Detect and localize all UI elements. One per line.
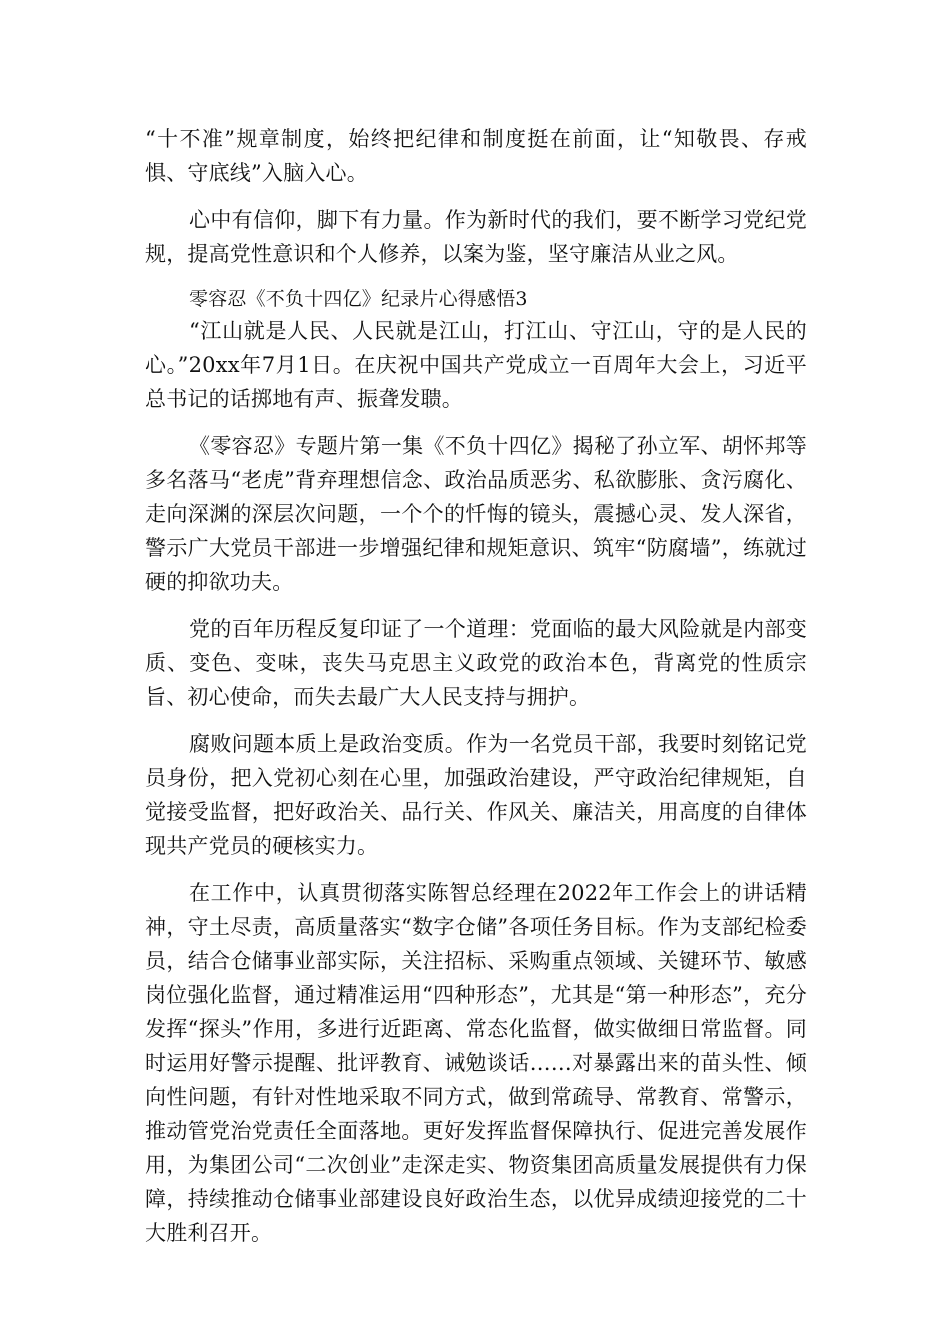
paragraph-history: 党的百年历程反复印证了一个道理：党面临的最大风险就是内部变质、变色、变味，丧失马克思主义政党的政治本色，背离党的性质宗旨、初心使命，而失去最广大人民支持与拥护。 [145, 617, 807, 709]
section-heading: 零容忍《不负十四亿》纪录片心得感悟3 [189, 288, 528, 310]
paragraph-quote: “江山就是人民、人民就是江山，打江山、守江山，守的是人民的心。”20xx年7月1日。在庆祝中国共产党成立一百周年大会上，习近平总书记的话掷地有声、振聋发聩。 [145, 319, 807, 411]
document-body [145, 122, 807, 1250]
paragraph-corruption: 腐败问题本质上是政治变质。作为一名党员干部，我要时刻铭记党员身份，把入党初心刻在心里，加强政治建设，严守政治纪律规矩，自觉接受监督，把好政治关、品行关、作风关、廉洁关，用高度的自律体现共产党员的硬核实力。 [145, 732, 807, 858]
paragraph-documentary: 《零容忍》专题片第一集《不负十四亿》揭秘了孙立军、胡怀邦等多名落马“老虎”背弃理想信念、政治品质恶劣、私欲膨胀、贪污腐化、走向深渊的深层次问题，一个个的忏悔的镜头，震撼心灵、发人深省，警示广大党员干部进一步增强纪律和规矩意识、筑牢“防腐墙”，练就过硬的抑欲功夫。 [145, 434, 807, 594]
paragraph-work: 在工作中，认真贯彻落实陈智总经理在2022年工作会上的讲话精神，守土尽责，高质量落实“数字仓储”各项任务目标。作为支部纪检委员，结合仓储事业部实际，关注招标、采购重点领域、关键环节、敏感岗位强化监督，通过精准运用“四种形态”，尤其是“第一种形态”，充分发挥“探头”作用，多进行近距离、常态化监督，做实做细日常监督。同时运用好警示提醒、批评教育、诫勉谈话……对暴露出来的苗头性、倾向性问题，有针对性地采取不同方式，做到常疏导、常教育、常警示，推动管党治党责任全面落地。更好发挥监督保障执行、促进完善发展作用，为集团公司“二次创业”走深走实、物资集团高质量发展提供有力保障，持续推动仓储事业部建设良好政治生态，以优异成绩迎接党的二十大胜利召开。 [145, 881, 807, 1245]
paragraph-belief: 心中有信仰，脚下有力量。作为新时代的我们，要不断学习党纪党规，提高党性意识和个人修养，以案为鉴，坚守廉洁从业之风。 [145, 208, 807, 266]
paragraph-continuation: “十不准”规章制度，始终把纪律和制度挺在前面，让“知敬畏、存戒惧、守底线”入脑入心。 [145, 127, 807, 185]
